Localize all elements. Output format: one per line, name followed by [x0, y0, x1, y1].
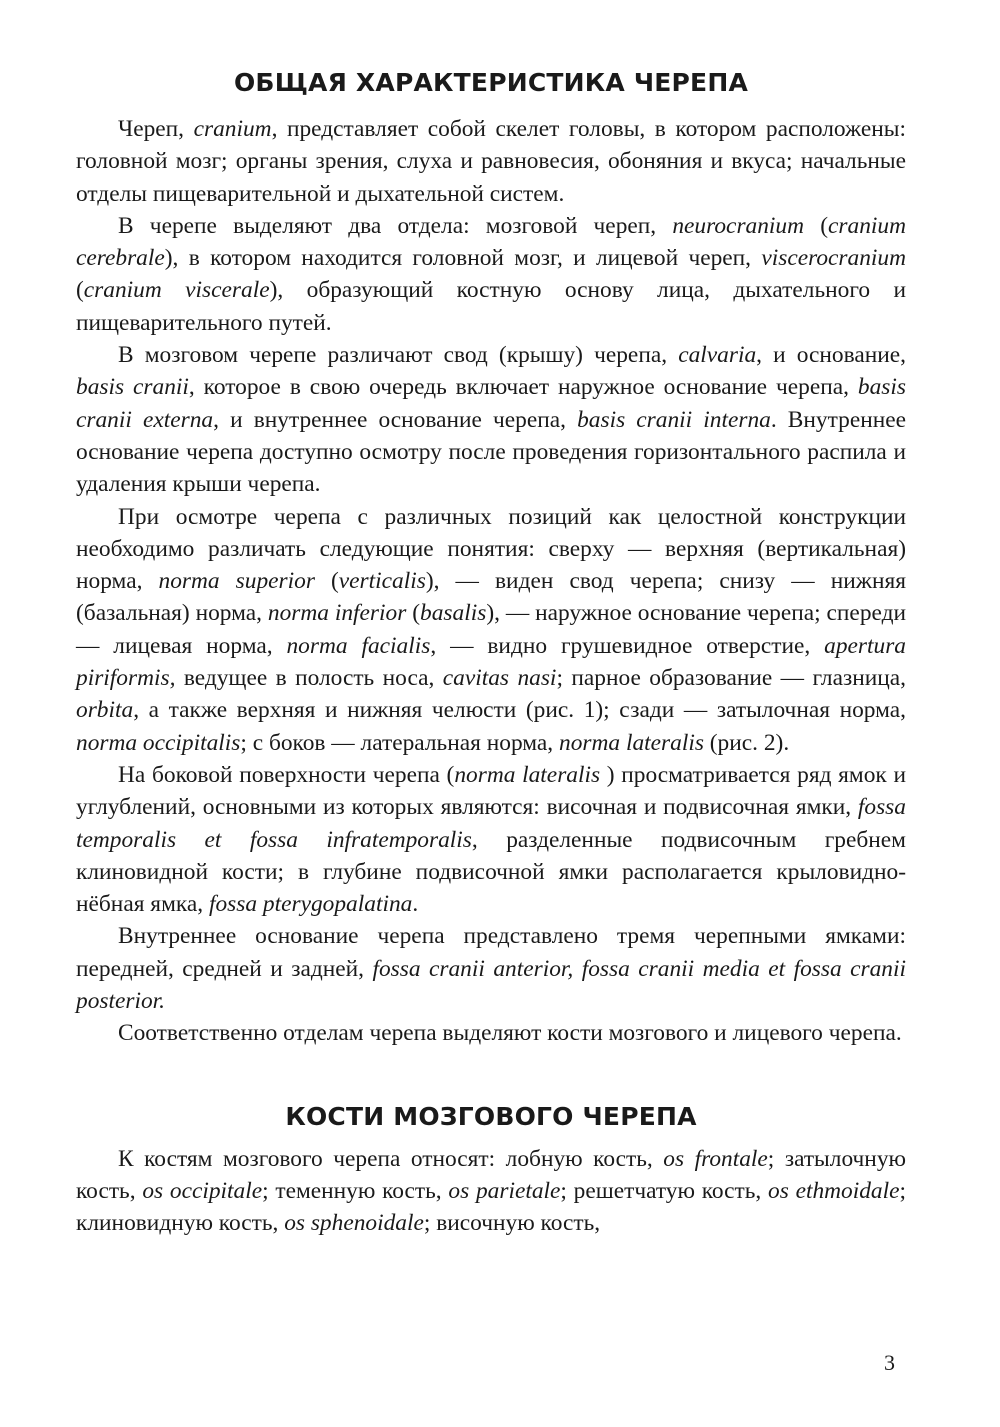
text-run: , которое в свою очередь включает наружное основание черепа, [188, 374, 858, 401]
text-run: При осмотре черепа с различных позиций как целостной конструкции необходимо различать следующие понятия: сверху — верхняя (вертикальная) норма, [76, 503, 906, 595]
latin-term: os sphenoidale [284, 1210, 424, 1237]
latin-term: neurocranium [672, 212, 805, 239]
text-run: . Внутреннее основание черепа доступно осмотру после проведения горизонтального распила и удаления крыши черепа. [76, 406, 907, 498]
latin-term: os frontale [663, 1145, 768, 1172]
text-run: ), в котором находится головной мозг, и лицевой череп, [164, 245, 762, 272]
latin-term: norma superior [158, 568, 315, 595]
latin-term: cranium viscerale [83, 277, 270, 304]
latin-term: os occipitale [142, 1177, 263, 1204]
paragraph [76, 210, 906, 339]
latin-term: basis cranii [76, 374, 189, 401]
text-run: , — видно грушевидное отверстие, [430, 632, 825, 659]
latin-term: calvaria [678, 342, 757, 369]
latin-term: cranium cerebrale [76, 212, 907, 272]
text-run: , и основание, [756, 342, 906, 369]
paragraph [76, 501, 906, 759]
section-title-general: ОБЩАЯ ХАРАКТЕРИСТИКА ЧЕРЕПА [233, 68, 749, 97]
text-run: ведущее в полость носа, [175, 665, 443, 692]
text-run: ( [804, 212, 829, 239]
latin-term: basis cranii interna [577, 406, 771, 433]
text-run: ), образующий костную основу лица, дыхательного и пищеварительного путей. [76, 277, 906, 336]
page-number: 3 [884, 1350, 895, 1375]
text-run: Внутреннее основание черепа представлено тремя черепными ямками: передней, средней и задней, [76, 923, 906, 982]
latin-term: basis cranii externa [76, 374, 906, 433]
text-run: ; с боков — латеральная норма, [240, 729, 560, 756]
text-run: (рис. 2). [703, 729, 790, 756]
latin-term: norma occipitalis [76, 729, 241, 756]
text-run: ), — наружное основание черепа; спереди — лицевая норма, [76, 600, 907, 659]
text-run: ; затылочную кость, [76, 1145, 906, 1204]
text-run: ; клиновидную кость, [76, 1177, 907, 1237]
text-run: ( [314, 568, 339, 595]
paragraph [76, 1017, 906, 1049]
latin-term: orbita [76, 697, 134, 724]
latin-term: norma inferior [267, 600, 407, 627]
latin-term: os parietale [448, 1177, 561, 1204]
text-run: В мозговом черепе различают свод (крышу) черепа, [118, 342, 679, 369]
paragraph [76, 1143, 906, 1240]
text-run: ; височную кость, [423, 1210, 601, 1237]
text-run: , а также верхняя и нижняя челюсти (рис. 1); сзади — затылочная норма, [133, 697, 906, 724]
latin-term: viscerocranium [761, 245, 906, 272]
latin-term: norma lateralis [454, 761, 601, 788]
text-run: ( [406, 600, 421, 627]
page-content [76, 68, 906, 1240]
latin-term: cranium [193, 116, 272, 142]
latin-term: fossa pterygopalatina [208, 891, 413, 918]
text-run: ; теменную кость, [262, 1177, 449, 1204]
paragraph [76, 920, 906, 1017]
text-run: К костям мозгового черепа относят: лобную кость, [118, 1145, 664, 1172]
text-run: ), — виден свод черепа; снизу — нижняя (базальная) норма, [76, 568, 907, 627]
text-run: ) просматривается ряд ямок и углублений, основными из которых являются: височная и подвисочная ямки, [76, 761, 907, 821]
latin-term: apertura piriformis, [76, 632, 906, 692]
text-run: В черепе выделяют два отдела: мозговой череп, [118, 212, 673, 239]
latin-term: verticalis [338, 568, 426, 595]
paragraph [76, 339, 906, 500]
text-run: Череп, [118, 116, 194, 142]
latin-term: norma lateralis [559, 729, 704, 756]
text-run: . [412, 891, 419, 918]
latin-term: norma facialis [286, 632, 431, 659]
latin-term: basalis [420, 600, 487, 627]
latin-term: os ethmoidale [768, 1177, 900, 1204]
paragraph [76, 759, 906, 920]
text-run: ; парное образование — глазница, [556, 665, 906, 692]
text-run: ; решетчатую кость, [560, 1177, 769, 1204]
paragraph [76, 113, 906, 210]
text-run: , представляет собой скелет головы, в котором расположены: головной мозг; органы зрения, слуха и равновесия, обоняния и вкуса; начальные отделы пищеварительной и дыхательной систем. [76, 116, 906, 207]
text-run: , разделенные подвисочным гребнем клиновидной кости; в глубине подвисочной ямки располагается крыловидно-нёбная ямка, [76, 826, 906, 918]
text-run: ( [76, 277, 84, 304]
section-title-cranial-bones: КОСТИ МОЗГОВОГО ЧЕРЕПА [285, 1101, 697, 1131]
text-run: Соответственно отделам черепа выделяют кости мозгового и лицевого черепа. [118, 1020, 902, 1047]
text-run: На боковой поверхности черепа ( [118, 761, 455, 788]
text-run: , и внутреннее основание черепа, [213, 406, 578, 433]
latin-term: fossa temporalis et fossa infratemporalis [76, 794, 906, 853]
latin-term: fossa cranii anterior, fossa cranii media et fossa cranii posterior. [76, 955, 907, 1015]
latin-term: cavitas nasi [442, 665, 557, 692]
